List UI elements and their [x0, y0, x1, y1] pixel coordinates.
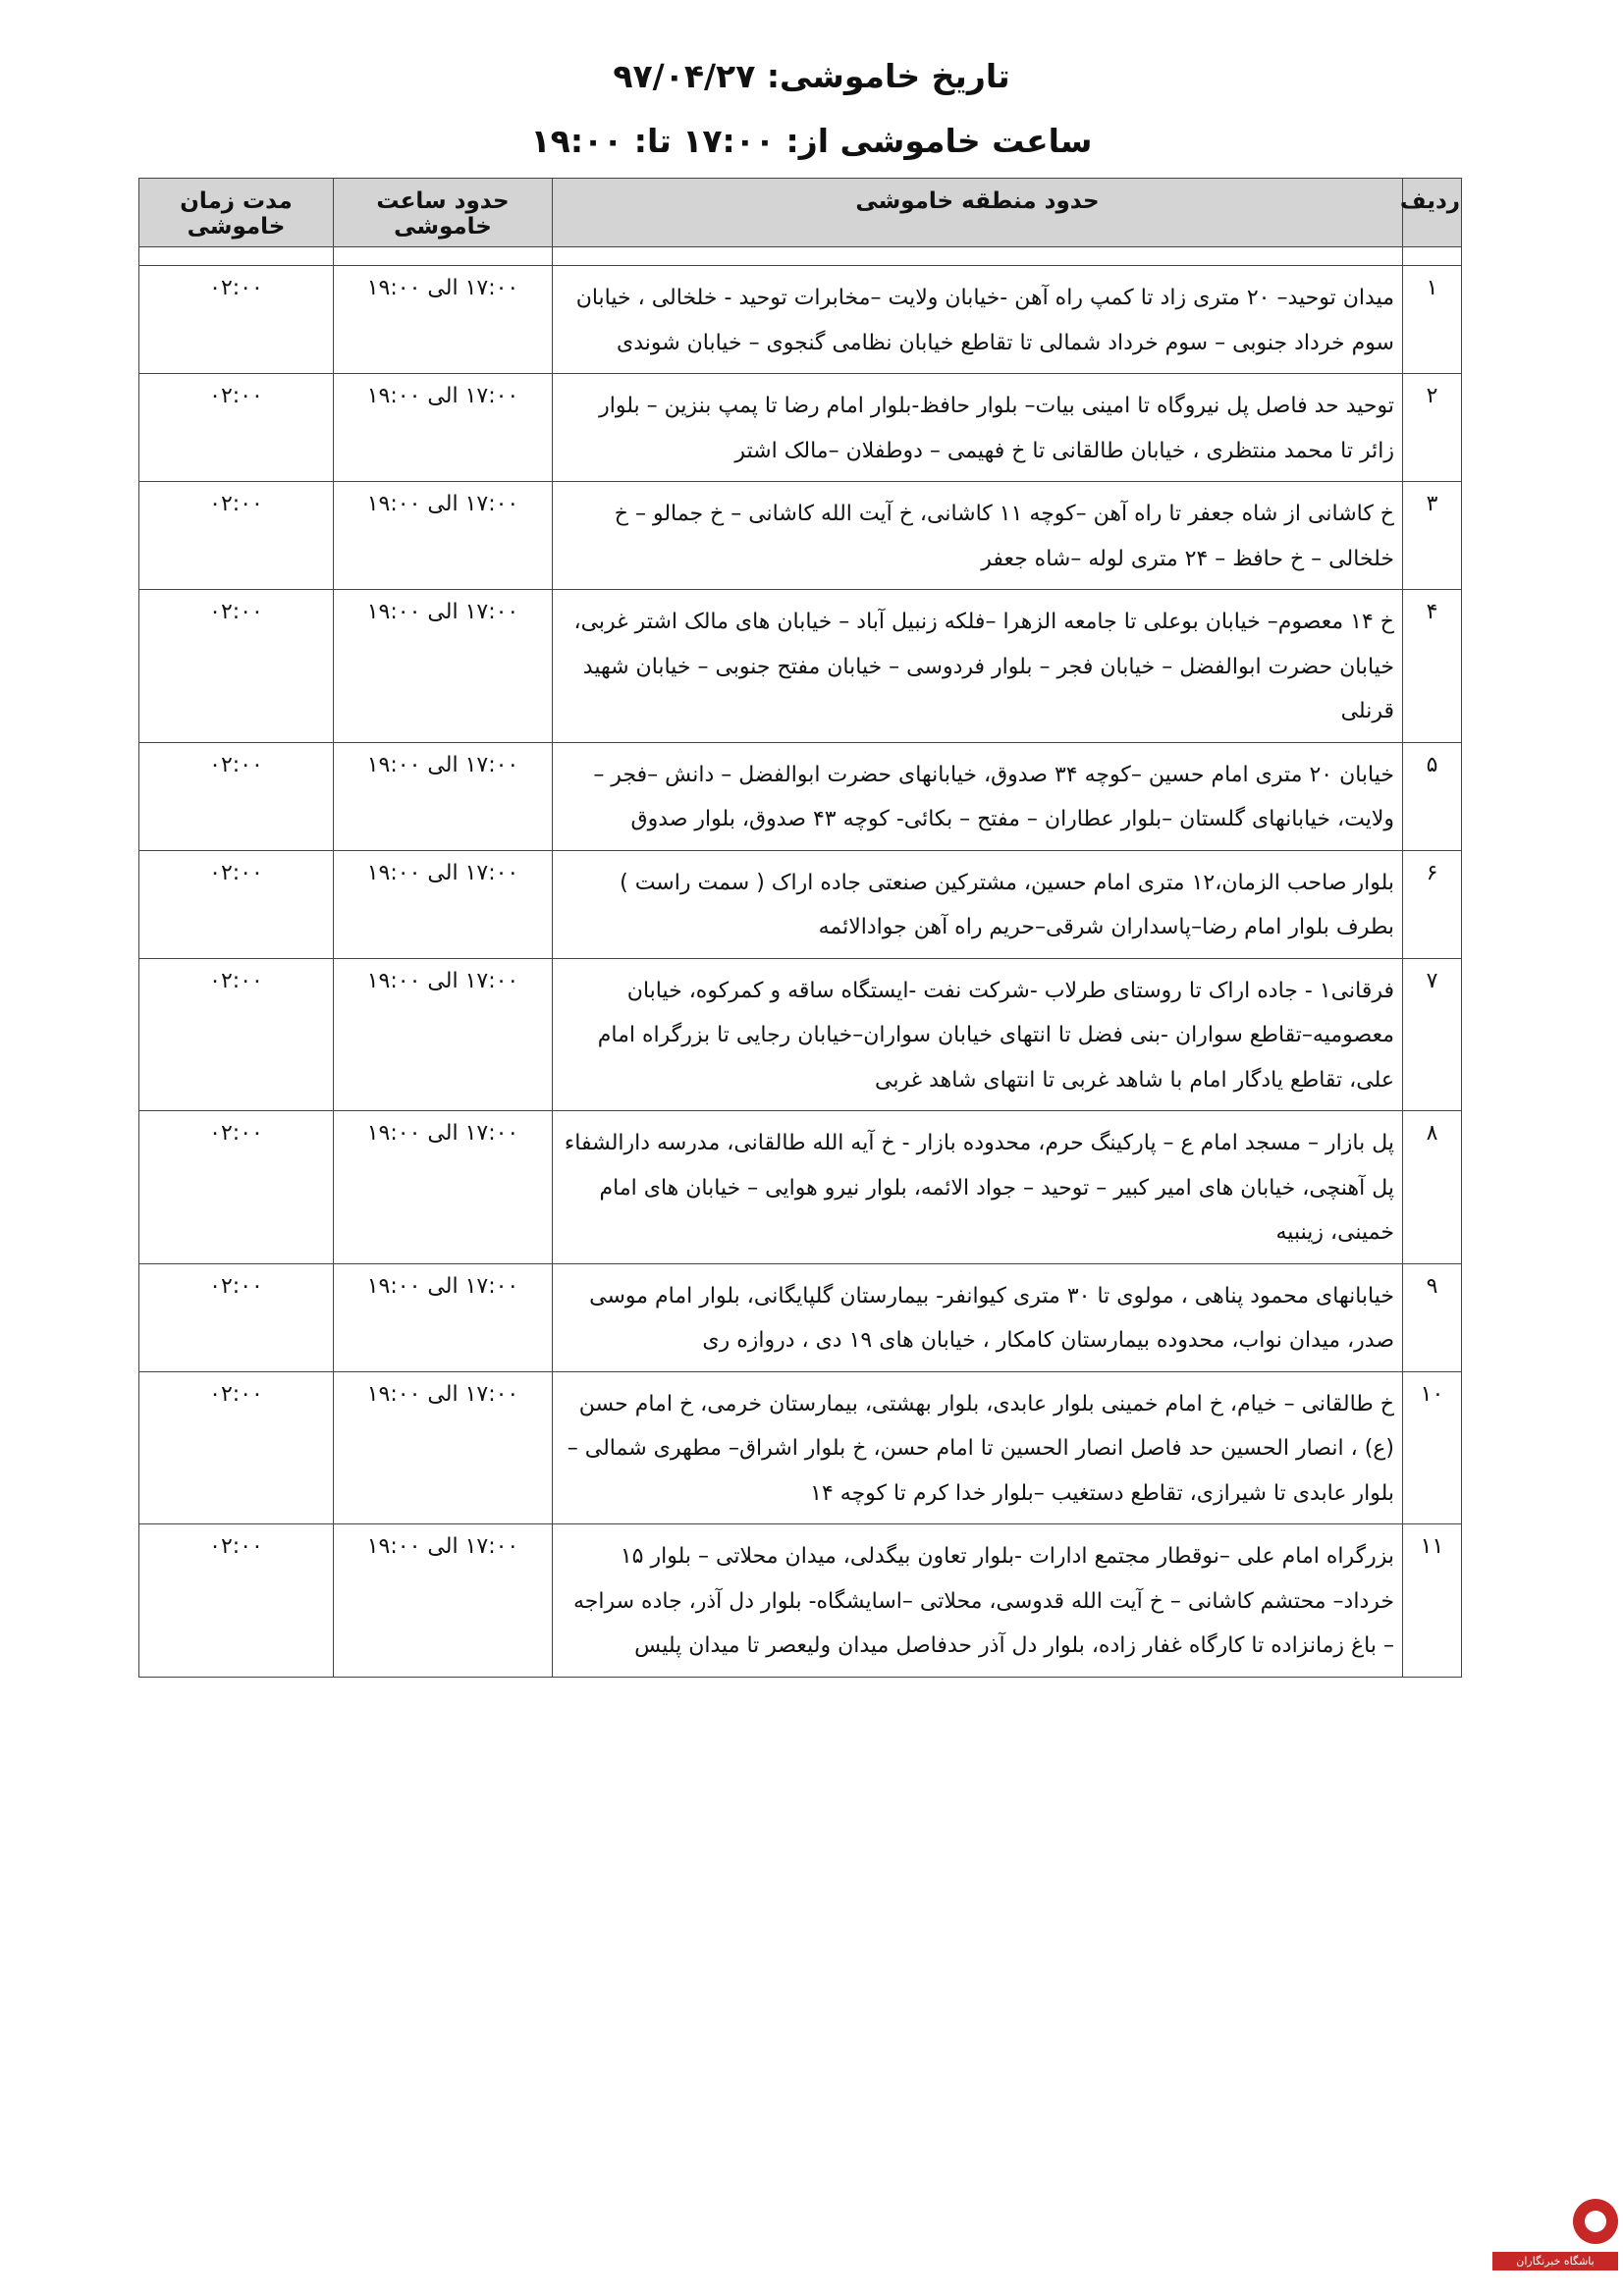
row-area: خیابان ۲۰ متری امام حسین –کوچه ۳۴ صدوق، خیابانهای حضرت ابوالفضل – دانش –فجر – ولایت، خیابانهای گلستان –بلوار عطاران – مفتح – بکائی- کوچه ۴۳ صدوق، بلوار صدوق: [553, 742, 1403, 850]
blackout-time-title: ساعت خاموشی از: ۱۷:۰۰ تا: ۱۹:۰۰: [530, 122, 1093, 160]
table-row: [139, 266, 1462, 374]
col-header-time: حدود ساعت خاموشی: [334, 179, 553, 247]
row-duration: ۰۲:۰۰: [139, 482, 334, 590]
table-body: [139, 247, 1462, 1678]
row-area: بلوار صاحب الزمان،۱۲ متری امام حسین، مشترکین صنعتی جاده اراک ( سمت راست ) بطرف بلوار امام رضا–پاسداران شرقی–حریم راه آهن جوادالائمه: [553, 850, 1403, 958]
row-time: ۱۷:۰۰ الی ۱۹:۰۰: [334, 1371, 553, 1524]
logo-text: باشگاه خبرنگاران: [1492, 2252, 1618, 2270]
row-duration: ۰۲:۰۰: [139, 850, 334, 958]
table-header-row: [139, 179, 1462, 247]
row-area: خ ۱۴ معصوم– خیابان بوعلی تا جامعه الزهرا –فلکه زنبیل آباد – خیابان های مالک اشتر غربی، خیابان حضرت ابوالفضل – خیابان فجر – بلوار فردوسی – خیابان مفتح جنوبی – خیابان شهید قرنلی: [553, 590, 1403, 743]
row-number: ۱۱: [1403, 1524, 1462, 1678]
table-row: [139, 850, 1462, 958]
row-time: ۱۷:۰۰ الی ۱۹:۰۰: [334, 266, 553, 374]
table-row: [139, 374, 1462, 482]
table-row: [139, 742, 1462, 850]
col-header-area: حدود منطقه خاموشی: [553, 179, 1403, 247]
row-area: خ طالقانی – خیام، خ امام خمینی بلوار عابدی، بلوار بهشتی، بیمارستان خرمی، خ امام حسن (ع) ، انصار الحسین حد فاصل انصار الحسین تا امام حسن، خ بلوار اشراق– مطهری شمالی – بلوار عابدی تا شیرازی، تقاطع دستغیب –بلوار خدا کرم تا کوچه ۱۴: [553, 1371, 1403, 1524]
row-duration: ۰۲:۰۰: [139, 742, 334, 850]
row-time: ۱۷:۰۰ الی ۱۹:۰۰: [334, 590, 553, 743]
row-number: ۳: [1403, 482, 1462, 590]
col-header-duration: مدت زمان خاموشی: [139, 179, 334, 247]
row-number: ۵: [1403, 742, 1462, 850]
logo-mark-icon: [1573, 2199, 1618, 2244]
row-duration: ۰۲:۰۰: [139, 374, 334, 482]
row-time: ۱۷:۰۰ الی ۱۹:۰۰: [334, 374, 553, 482]
row-area: خیابانهای محمود پناهی ، مولوی تا ۳۰ متری کیوانفر- بیمارستان گلپایگانی، بلوار امام موسی صدر، میدان نواب، محدوده بیمارستان کامکار ، خیابان های ۱۹ دی ، دروازه ری: [553, 1263, 1403, 1371]
row-number: ۱: [1403, 266, 1462, 374]
col-header-row-number: ردیف: [1403, 179, 1462, 247]
row-time: ۱۷:۰۰ الی ۱۹:۰۰: [334, 482, 553, 590]
table-row: [139, 1524, 1462, 1678]
row-duration: ۰۲:۰۰: [139, 1371, 334, 1524]
row-area: پل بازار – مسجد امام ع – پارکینگ حرم، محدوده بازار - خ آیه الله طالقانی، مدرسه دارالشفاء پل آهنچی، خیابان های امیر کبیر – توحید – جواد الائمه، بلوار نیرو هوایی – خیابان های امام خمینی، زینبیه: [553, 1111, 1403, 1264]
row-area: میدان توحید– ۲۰ متری زاد تا کمپ راه آهن -خیابان ولایت –مخابرات توحید - خلخالی ، خیابان سوم خرداد جنوبی – سوم خرداد شمالی تا تقاطع خیابان نظامی گنجوی – خیابان شوندی: [553, 266, 1403, 374]
row-time: ۱۷:۰۰ الی ۱۹:۰۰: [334, 1524, 553, 1678]
row-duration: ۰۲:۰۰: [139, 1524, 334, 1678]
row-number: ۲: [1403, 374, 1462, 482]
row-number: ۹: [1403, 1263, 1462, 1371]
row-number: ۴: [1403, 590, 1462, 743]
row-duration: ۰۲:۰۰: [139, 266, 334, 374]
row-number: ۷: [1403, 958, 1462, 1111]
news-agency-logo: [1492, 2199, 1620, 2292]
table-row: [139, 1263, 1462, 1371]
row-duration: ۰۲:۰۰: [139, 1111, 334, 1264]
row-time: ۱۷:۰۰ الی ۱۹:۰۰: [334, 850, 553, 958]
row-time: ۱۷:۰۰ الی ۱۹:۰۰: [334, 1111, 553, 1264]
row-duration: ۰۲:۰۰: [139, 590, 334, 743]
blackout-schedule-table: [138, 178, 1462, 1678]
table-row: [139, 958, 1462, 1111]
row-area: خ کاشانی از شاه جعفر تا راه آهن –کوچه ۱۱ کاشانی، خ آیت الله کاشانی – خ جمالو – خ خلخالی – خ حافظ – ۲۴ متری لوله –شاه جعفر: [553, 482, 1403, 590]
table-row: [139, 590, 1462, 743]
row-number: ۶: [1403, 850, 1462, 958]
row-number: ۱۰: [1403, 1371, 1462, 1524]
table-row: [139, 1111, 1462, 1264]
table-row: [139, 1371, 1462, 1524]
row-time: ۱۷:۰۰ الی ۱۹:۰۰: [334, 1263, 553, 1371]
table-row: [139, 482, 1462, 590]
row-duration: ۰۲:۰۰: [139, 1263, 334, 1371]
blackout-date-title: تاریخ خاموشی: ۹۷/۰۴/۲۷: [613, 57, 1010, 95]
row-time: ۱۷:۰۰ الی ۱۹:۰۰: [334, 958, 553, 1111]
row-time: ۱۷:۰۰ الی ۱۹:۰۰: [334, 742, 553, 850]
row-number: ۸: [1403, 1111, 1462, 1264]
row-area: بزرگراه امام علی –نوقطار مجتمع ادارات -بلوار تعاون بیگدلی، میدان محلاتی – بلوار ۱۵ خرداد– محتشم کاشانی – خ آیت الله قدوسی، محلاتی –اسایشگاه- بلوار دل آذر، جاده سراجه – باغ زمانزاده تا کارگاه غفار زاده، بلوار دل آذر حدفاصل میدان ولیعصر تا میدان پلیس: [553, 1524, 1403, 1678]
row-area: توحید حد فاصل پل نیروگاه تا امینی بیات– بلوار حافظ-بلوار امام رضا تا پمپ بنزین – بلوار زائر تا محمد منتظری ، خیابان طالقانی تا خ فهیمی – دوطفلان –مالک اشتر: [553, 374, 1403, 482]
table-spacer-row: [139, 247, 1462, 266]
row-area: فرقانی۱ - جاده اراک تا روستای طرلاب -شرکت نفت -ایستگاه ساقه و کمرکوه، خیابان معصومیه–تقاطع سواران -بنی فضل تا انتهای خیابان سواران–خیابان رجایی تا بزرگراه امام علی، تقاطع یادگار امام با شاهد غربی تا انتهای شاهد غربی: [553, 958, 1403, 1111]
row-duration: ۰۲:۰۰: [139, 958, 334, 1111]
